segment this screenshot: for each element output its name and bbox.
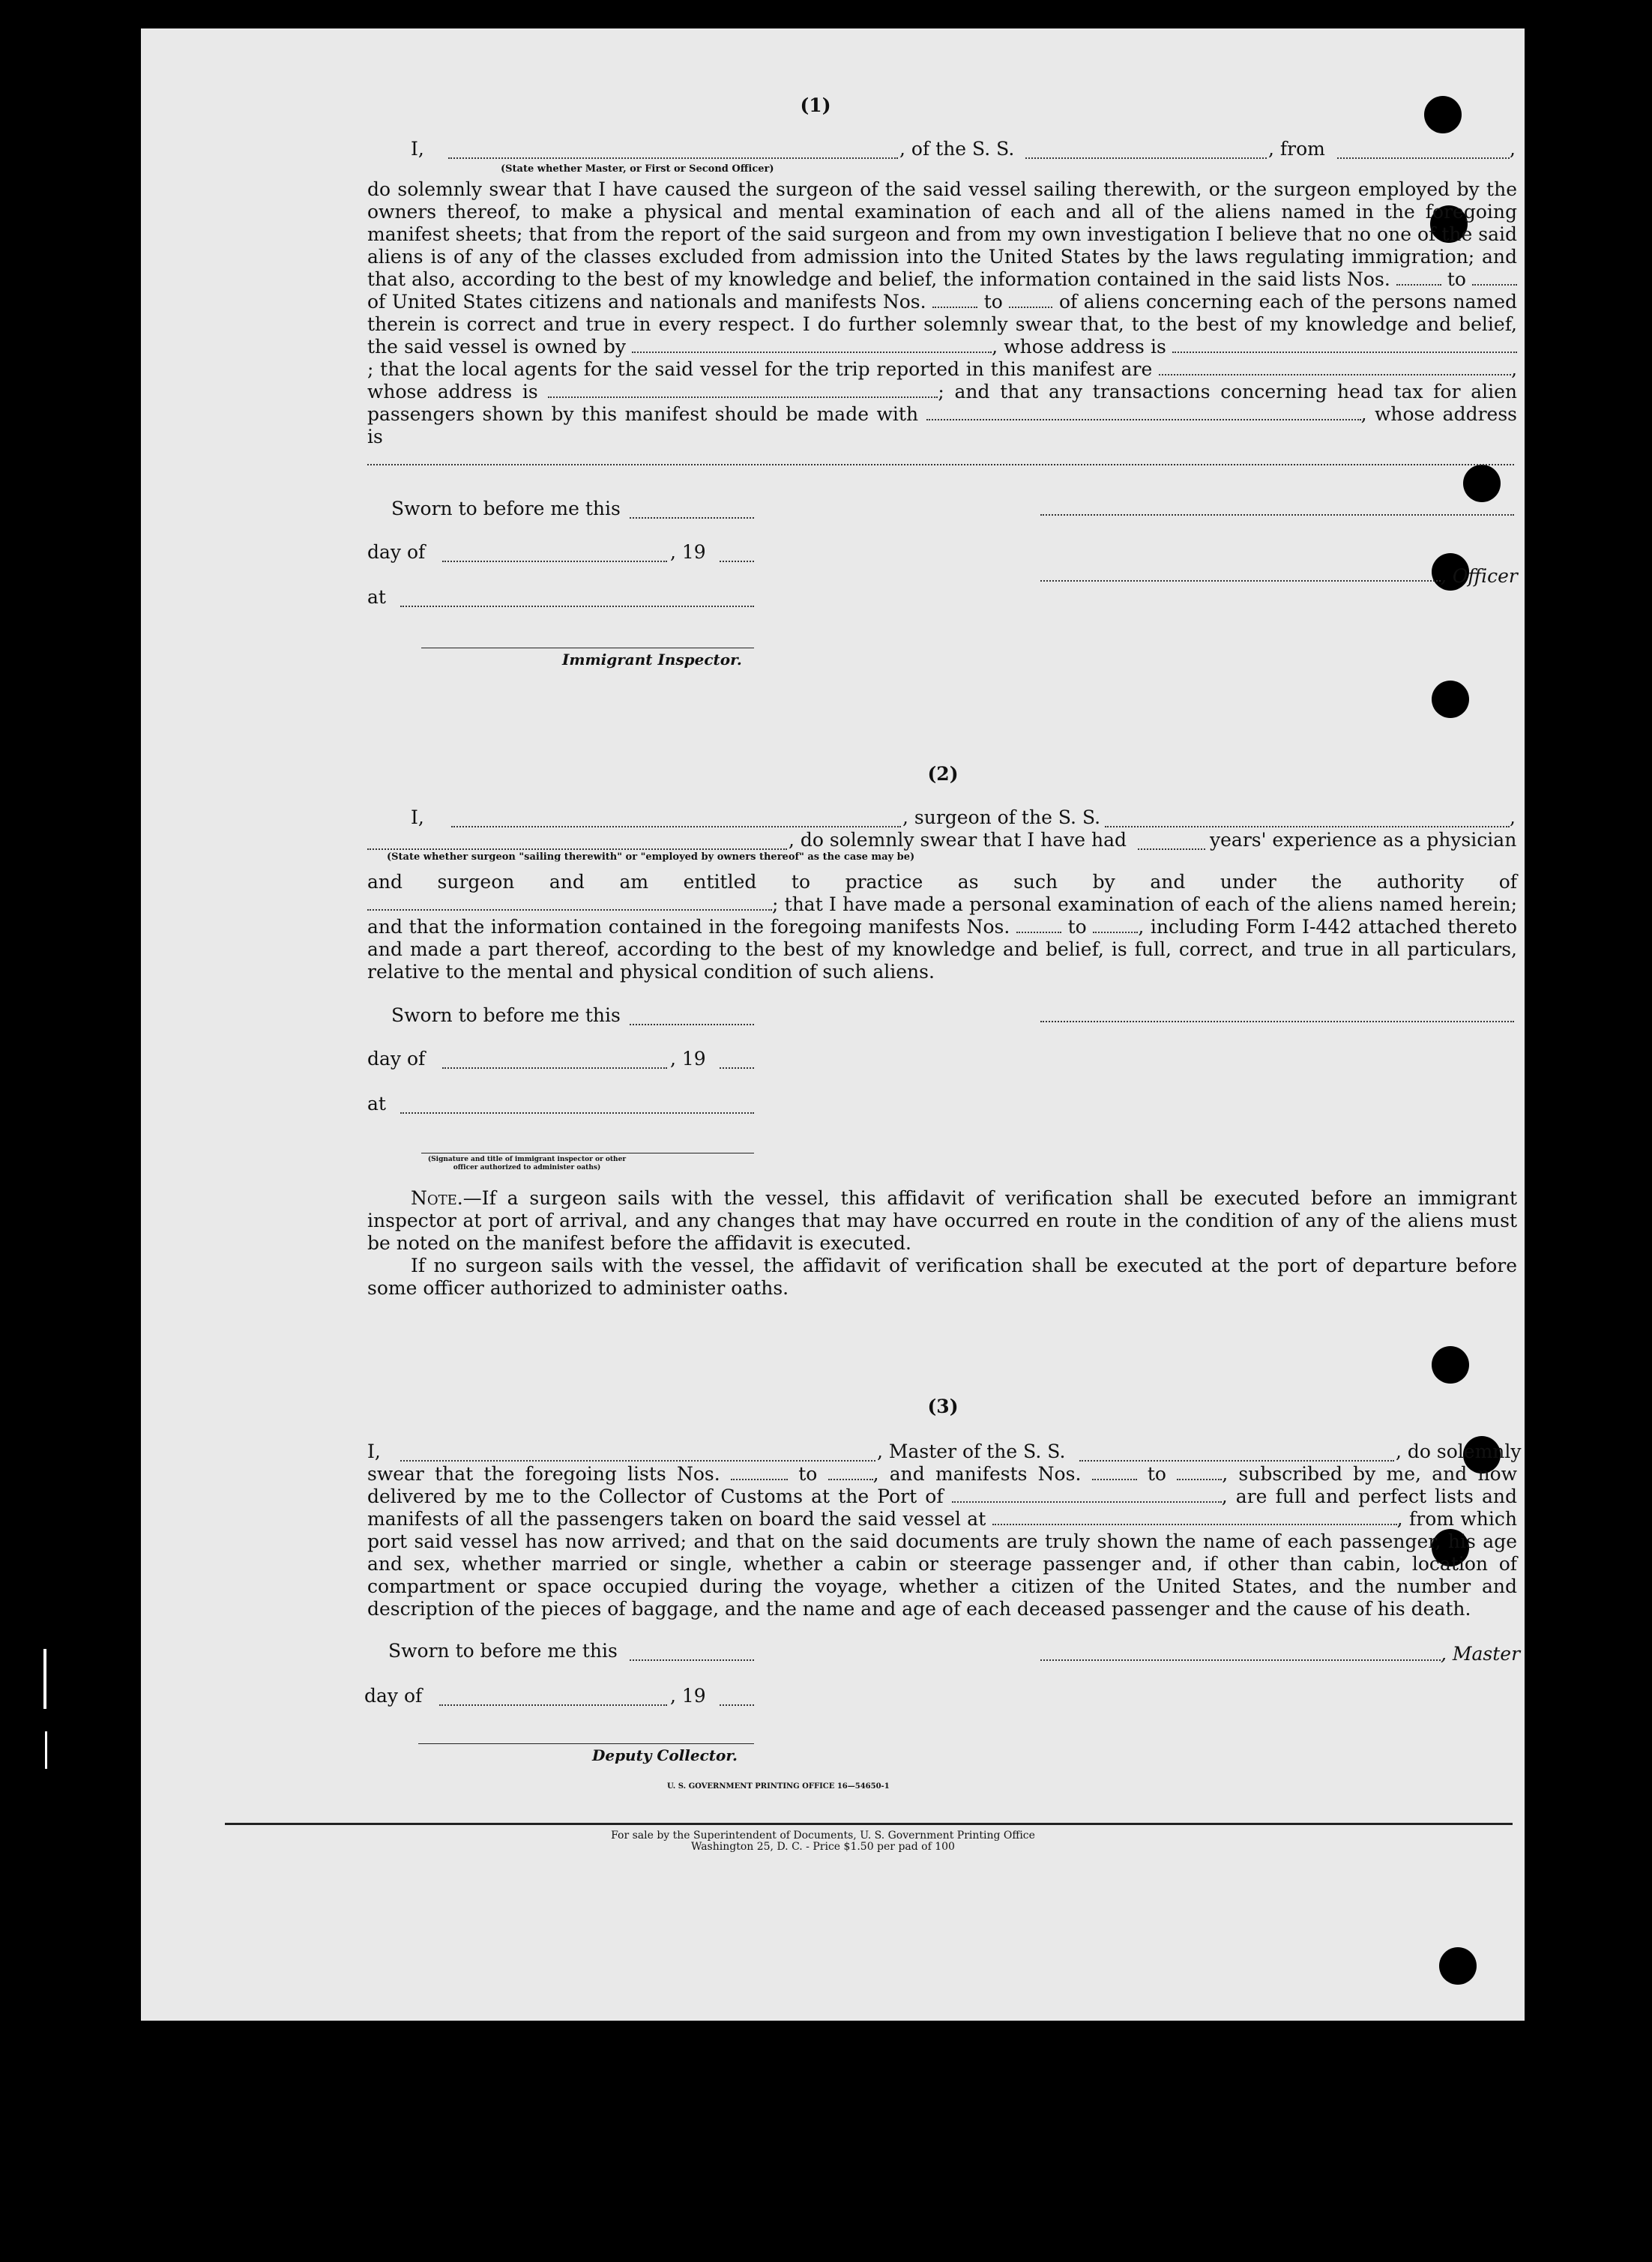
- s1-line1-ss: , of the S. S.: [899, 138, 1015, 160]
- s3-dayof: day of: [364, 1685, 423, 1707]
- s1-dayof: day of: [367, 541, 426, 563]
- s1-sworn: Sworn to before me this: [391, 498, 621, 519]
- punch-hole: [1424, 96, 1462, 133]
- punch-hole: [1432, 681, 1469, 718]
- document-page: (1) I, , of the S. S. , from , (State whether Master, or First or Second Officer) do solemnly swear that I have caused the surgeon of the said vessel sailing therewith, or the surgeon employed by the owners thereof, to make a physical and mental examination of each and all of the aliens named in the foregoing manifest sheets; that from the report of the said surgeon and from my own investigation I believe that no one of the said aliens is of any of the classes excluded from admission into the United States by the laws regulating immigration; and that also, according to the best of my knowledge and belief, the information contained in the said lists Nos. to of United States citizens and nationals and manifests Nos. to of aliens concerning each of the persons named therein is correct and true in every respect. I do further solemnly swear that, to the best of my knowledge and belief, the said vessel is owned by , whose address is ; that the local agents for the said vessel for the trip reported in this manifest are , whose address is ; and that any transactions concerning head tax for alien passengers shown by this manifest should be made with , whose address is Sworn to before me this day of , 19 , Officer at Immigrant Inspector. (2) I, , surgeon of the S. S. , , do solemnly swear that I have had years' experience as a physician (State whether surgeon "sailing therewith" or "employed by owners thereof" as the case may be) and surgeon and am entitled to practice as such by and under the authority of ; that I have made a personal examination of each of the aliens named herein; and that the information contained in the foregoing manifests Nos. to , including Form I-442 attached thereto and made a part thereof, according to the best of my knowledge and belief, is full, correct, and true in all particulars, relative to the mental and physical condition of such aliens. Sworn to before me this day of , 19 at (Signature and title of immigrant inspector or other officer authorized to administer oaths) Note.—If a surgeon sails with the vessel, this affidavit of verification shall be executed before an immigrant inspector at port of arrival, and any changes that may have occurred en route in the condition of any of the aliens must be noted on the manifest before the affidavit is executed. If no surgeon sails with the vessel, the affidavit of verification shall be executed at the port of departure before some officer authorized to administer oaths. (3) I, , Master of the S. S. , do solemnly swear that the foregoing lists Nos. to , and manifests Nos. to , subscribed by me, and now delivered by me to the Collector of Customs at the Port of , are full and perfect lists and manifests of all the passengers taken on board the said vessel at , from which port said vessel has now arrived; and that on the said documents are truly shown the name of each passenger, his age and sex, whether married or single, whether a cabin or steerage passenger and, if other than cabin, location of compartment or space occupied during the voyage, whether a citizen of the United States, and the number and description of the pieces of baggage, and the name and age of each deceased passenger and the cause of his death. Sworn to before me this , Master day of , 19 Deputy Collector. U. S. GOVERNMENT PRINTING OFFICE 16—54650-1 For sale by the Superintendent of Documents, U. S. Government Printing Office Washington 25, D. C. - Price $1.50 per pad of 100: [141, 28, 1525, 2021]
- s3-line1-end: , do solemnly: [1396, 1441, 1522, 1462]
- s2-note-paragraph: Note.—If a surgeon sails with the vessel, this affidavit of verification shall be executed before an immigrant inspector at port of arrival, and any changes that may have occurred en route in the condition of any of the aliens must be noted on the manifest before the affidavit is executed. If no surgeon sails with the vessel, the affidavit of verification shall be executed at the port of departure before some officer authorized to administer oaths.: [367, 1187, 1517, 1299]
- s3-line1-ss: , Master of the S. S.: [877, 1441, 1066, 1462]
- gpo-imprint: U. S. GOVERNMENT PRINTING OFFICE 16—54650-1: [667, 1782, 890, 1791]
- s2-line2-b: years' experience as a physician: [1210, 829, 1517, 851]
- punch-hole: [1432, 1346, 1469, 1384]
- s3-master-label: , Master: [1441, 1643, 1521, 1665]
- section-2-heading: (2): [927, 763, 959, 785]
- s1-officer-label: , Officer: [1441, 565, 1518, 587]
- s1-line1-from: , from: [1268, 138, 1325, 160]
- s3-oath-paragraph: swear that the foregoing lists Nos. to , and manifests Nos. to , subscribed by me, and now delivered by me to the Collector of Customs at the Port of , are full and perfect lists and manifests of all the passengers taken on board the said vessel at , from which port said vessel has now arrived; and that on the said documents are truly shown the name of each passenger, his age and sex, whether married or single, whether a cabin or steerage passenger and, if other than cabin, location of compartment or space occupied during the voyage, whether a citizen of the United States, and the number and description of the pieces of baggage, and the name and age of each deceased passenger and the cause of his death.: [367, 1463, 1518, 1620]
- section-3-heading: (3): [927, 1396, 959, 1417]
- s3-deputy-label: Deputy Collector.: [592, 1746, 738, 1764]
- s1-sub-note: (State whether Master, or First or Second Officer): [501, 163, 774, 175]
- s2-oath-paragraph: and surgeon and am entitled to practice as such by and under the authority of ; that I have made a personal examination of each of the aliens named herein; and that the information contained in the foregoing manifests Nos. to , including Form I-442 attached thereto and made a part thereof, according to the best of my knowledge and belief, is full, correct, and true in all particulars, relative to the mental and physical condition of such aliens.: [367, 871, 1518, 983]
- s2-line2-a: , do solemnly swear that I have had: [789, 829, 1127, 851]
- s2-line1-ss: , surgeon of the S. S.: [902, 806, 1101, 828]
- s1-at: at: [367, 586, 386, 608]
- s2-dayof: day of: [367, 1048, 426, 1070]
- s2-signature-note: (Signature and title of immigrant inspector or other officer authorized to administer oaths): [427, 1156, 627, 1171]
- punch-hole: [1439, 1947, 1477, 1985]
- s3-sworn: Sworn to before me this: [388, 1640, 618, 1662]
- s2-at: at: [367, 1093, 386, 1115]
- s2-sworn: Sworn to before me this: [391, 1004, 621, 1026]
- s1-line1-i: I,: [411, 138, 424, 160]
- s2-sub-note: (State whether surgeon "sailing therewith" or "employed by owners thereof" as the case may be): [387, 851, 915, 863]
- s1-inspector-label: Immigrant Inspector.: [562, 651, 742, 669]
- sale-notice: For sale by the Superintendent of Documents, U. S. Government Printing Office Washington 25, D. C. - Price $1.50 per pad of 100: [611, 1830, 1035, 1853]
- s2-line1-i: I,: [411, 806, 424, 828]
- section-1-heading: (1): [800, 94, 831, 116]
- s3-line1-i: I,: [367, 1441, 381, 1462]
- s1-oath-paragraph: do solemnly swear that I have caused the surgeon of the said vessel sailing therewith, or the surgeon employed by the owners thereof, to make a physical and mental examination of each and all of the aliens named in the foregoing manifest sheets; that from the report of the said surgeon and from my own investigation I believe that no one of the said aliens is of any of the classes excluded from admission into the United States by the laws regulating immigration; and that also, according to the best of my knowledge and belief, the information contained in the said lists Nos. to of United States citizens and nationals and manifests Nos. to of aliens concerning each of the persons named therein is correct and true in every respect. I do further solemnly swear that, to the best of my knowledge and belief, the said vessel is owned by , whose address is ; that the local agents for the said vessel for the trip reported in this manifest are , whose address is ; and that any transactions concerning head tax for alien passengers shown by this manifest should be made with , whose address is: [367, 178, 1517, 471]
